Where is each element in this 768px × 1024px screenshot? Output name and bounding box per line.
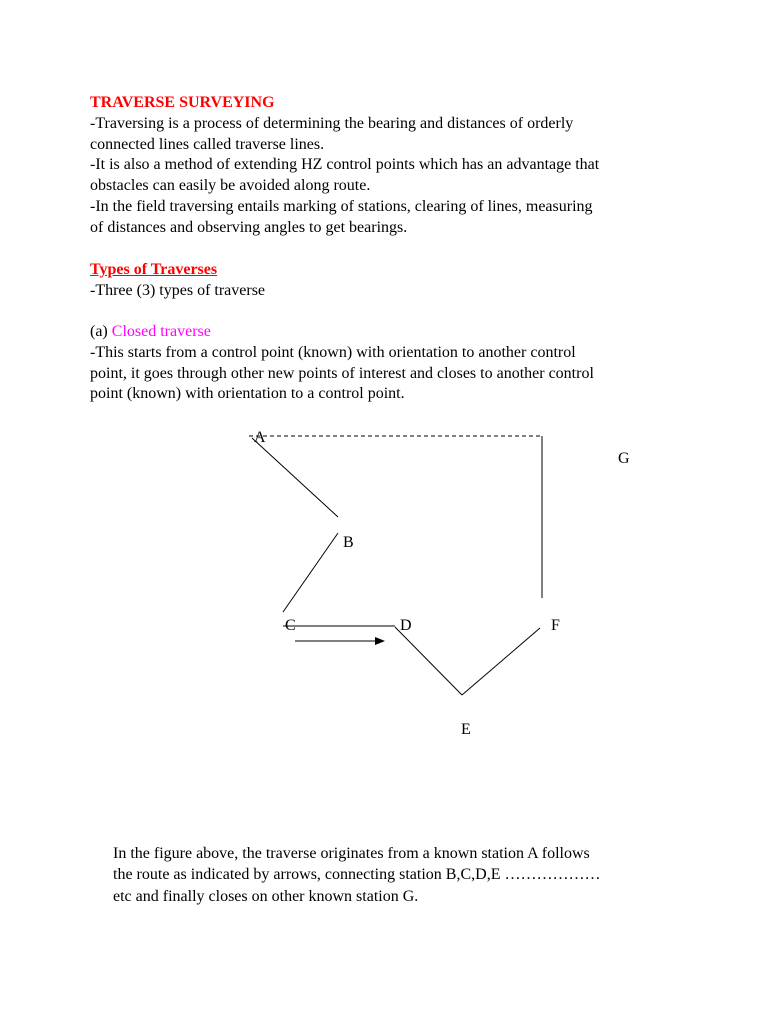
intro-line: connected lines called traverse lines. [90, 135, 325, 153]
intro-line: -Traversing is a process of determining the bearing and distances of orderly [90, 114, 574, 132]
traverse-leg-a-b [252, 438, 338, 517]
intro-line: of distances and observing angles to get bearings. [90, 218, 408, 236]
page-title: TRAVERSE SURVEYING [90, 94, 275, 111]
types-heading: Types of Traverses [90, 261, 218, 278]
intro-line: -It is also a method of extending HZ control points which has an advantage that [90, 156, 600, 174]
traverse-leg-e-f [462, 628, 540, 695]
station-label-e: E [461, 721, 471, 738]
station-label-c: C [285, 617, 296, 634]
caption-line: etc and finally closes on other known station G. [113, 887, 419, 905]
closed-line: -This starts from a control point (known) with orientation to another control [90, 343, 576, 361]
figure-caption [113, 843, 673, 907]
intro-line: obstacles can easily be avoided along route. [90, 177, 371, 195]
traverse-leg-b-c [283, 533, 338, 612]
closed-prefix: (a) [90, 323, 112, 340]
station-label-b: B [343, 534, 354, 551]
caption-line: the route as indicated by arrows, connecting station B,C,D,E ……………… [113, 866, 601, 884]
caption-line: In the figure above, the traverse originates from a known station A follows [113, 845, 590, 862]
traverse-leg-d-e [395, 627, 462, 695]
station-label-a: A [254, 429, 266, 446]
station-label-f: F [551, 617, 560, 634]
closed-line: point, it goes through other new points of interest and closes to another control [90, 364, 594, 382]
closed-traverse-label: Closed traverse [111, 323, 211, 340]
intro-line: -In the field traversing entails marking of stations, clearing of lines, measuring [90, 197, 593, 215]
types-line: -Three (3) types of traverse [90, 281, 266, 299]
station-label-g: G [618, 450, 630, 467]
closed-line: point (known) with orientation to a control point. [90, 385, 405, 403]
station-label-d: D [400, 617, 412, 634]
